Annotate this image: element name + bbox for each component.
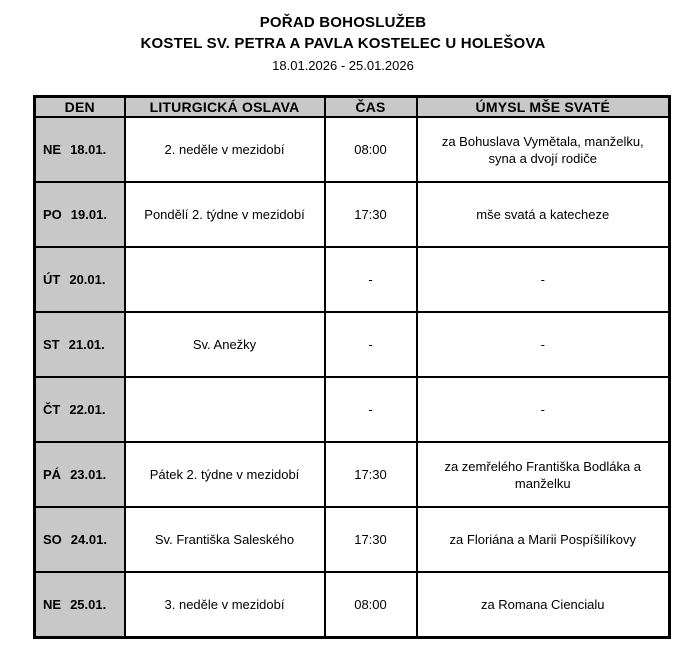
time-cell: 17:30 [325, 182, 417, 247]
table-row-po-19-01 [35, 182, 670, 247]
day-cell [35, 312, 125, 377]
day-abbreviation: ČT [43, 402, 61, 417]
day-date: 25.01. [70, 596, 107, 612]
day-cell [35, 572, 125, 637]
column-header-cas: ČAS [325, 97, 417, 118]
day-date: 22.01. [69, 402, 106, 417]
time-cell: 08:00 [325, 572, 417, 637]
celebration-cell: Sv. Františka Saleského [125, 507, 325, 572]
day-cell [35, 507, 125, 572]
time-cell: 17:30 [325, 507, 417, 572]
table-row-ne-25-01 [35, 572, 670, 637]
day-abbreviation: SO [43, 532, 62, 547]
intention-cell: mše svatá a katecheze [417, 182, 670, 247]
celebration-cell: Sv. Anežky [125, 312, 325, 377]
intention-cell: za Floriána a Marii Pospíšilíkovy [417, 507, 670, 572]
intention-cell: - [417, 312, 670, 377]
time-cell: 17:30 [325, 442, 417, 507]
time-cell: - [325, 247, 417, 312]
intention-cell: - [417, 247, 670, 312]
intention-cell: za Romana Ciencialu [417, 572, 670, 637]
day-cell [35, 117, 125, 182]
day-abbreviation: NE [43, 596, 62, 612]
day-abbreviation: NE [43, 142, 62, 157]
table-row-pa-23-01 [35, 442, 670, 507]
celebration-cell [125, 247, 325, 312]
celebration-cell: 3. neděle v mezidobí [125, 572, 325, 637]
day-date: 21.01. [68, 337, 105, 352]
day-date: 19.01. [70, 207, 107, 222]
table-row-ne-18-01 [35, 117, 670, 182]
day-abbreviation: ST [43, 337, 60, 352]
table-body [35, 117, 670, 637]
day-date: 20.01. [69, 272, 106, 287]
table-row-ct-22-01 [35, 377, 670, 442]
day-abbreviation: ÚT [43, 272, 61, 287]
celebration-cell [125, 377, 325, 442]
column-header-liturgicka-oslava: LITURGICKÁ OSLAVA [125, 97, 325, 118]
header-row [35, 97, 670, 118]
column-header-umysl-mse-svate: ÚMYSL MŠE SVATÉ [417, 97, 670, 118]
celebration-cell: Pondělí 2. týdne v mezidobí [125, 182, 325, 247]
title-block [0, 12, 686, 75]
day-date: 24.01. [70, 532, 107, 547]
celebration-cell: 2. neděle v mezidobí [125, 117, 325, 182]
table-header [35, 97, 670, 118]
schedule-table [33, 95, 671, 639]
day-cell [35, 247, 125, 312]
date-range: 18.01.2026 - 25.01.2026 [272, 58, 414, 73]
table-row-so-24-01 [35, 507, 670, 572]
day-abbreviation: PO [43, 207, 62, 222]
column-header-den: DEN [35, 97, 125, 118]
celebration-cell: Pátek 2. týdne v mezidobí [125, 442, 325, 507]
time-cell: 08:00 [325, 117, 417, 182]
day-cell [35, 442, 125, 507]
table-row-ut-20-01 [35, 247, 670, 312]
time-cell: - [325, 312, 417, 377]
church-name: KOSTEL SV. PETRA A PAVLA KOSTELEC U HOLEŠOVA [140, 35, 546, 52]
day-abbreviation: PÁ [43, 467, 62, 482]
intention-cell: za zemřelého Františka Bodláka a manželku [417, 442, 670, 507]
day-date: 23.01. [70, 467, 107, 482]
table-row-st-21-01 [35, 312, 670, 377]
intention-cell: - [417, 377, 670, 442]
day-cell [35, 182, 125, 247]
time-cell: - [325, 377, 417, 442]
day-date: 18.01. [70, 142, 107, 157]
document-title: POŘAD BOHOSLUŽEB [259, 14, 427, 31]
day-cell [35, 377, 125, 442]
intention-cell: za Bohuslava Vymětala, manželku, syna a dvojí rodiče [417, 117, 670, 182]
